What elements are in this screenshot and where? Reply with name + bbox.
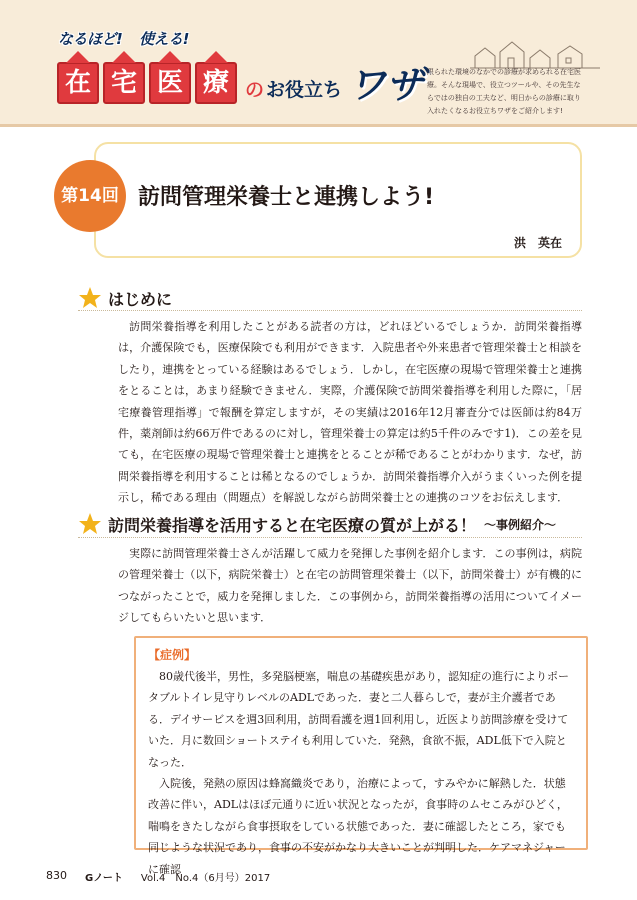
case-intro-text: 実際に訪問管理栄養士さんが活躍して威力を発揮した事例を紹介します．この事例は，病院の管理栄養士（以下，病院栄養士）と在宅の訪問管理栄養士（以下，訪問栄養士）が有機的につながったことで，威力を発揮しました．この事例から，訪問栄養指導の活用についてイメージしてもらいたいと思います． xyxy=(118,547,582,625)
title-middle: お役立ち xyxy=(266,79,343,101)
title-kanji-4: 療 xyxy=(195,62,237,104)
journal-name: Gノート xyxy=(85,873,123,884)
series-tagline xyxy=(58,28,189,49)
episode-number-badge: 第14回 xyxy=(54,160,126,232)
title-big: ワザ xyxy=(348,63,425,107)
intro-text: 訪問栄養指導を利用したことがある読者の方は，どれほどいるでしょうか．訪問栄養指導は，介護保険でも，医療保険でも利用ができます．入院患者や外来患者で管理栄養士と相談をしたり，連携をとっている経験はあるでしょう．しかし，在宅医療の現場で管理栄養士と連携をとることは，あまり経験できません．実際，介護保険で訪問栄養指導を利用した際に，「居宅療養管理指導」で報酬を算定しますが，その実績は2016年12月審査分では医師は約84万件，薬剤師は約66万件であるのに対し，管理栄養士の算定は約5千件のみです1)．この差を見ても，在宅医療の現場で管理栄養士と連携をとることが稀であることがわかります．なぜ，訪問栄養指導を利用することは稀となるのでしょうか．訪問栄養指導介入がうまくいった例を提示し，稀である理由（問題点）を解説しながら訪問栄養士との連携のコツをお伝えします． xyxy=(118,320,582,505)
series-description: 限られた環境のなかでの診療が求められる在宅医療。そんな現場で、役立つツールや、その先生ならではの独自の工夫など、明日からの診療に取り入れたくなるお役立ちワザをご紹介します! xyxy=(427,68,581,115)
section-divider xyxy=(78,310,582,312)
page-number: 830 xyxy=(46,869,67,882)
series-tagline-a: なるほど! xyxy=(58,30,123,48)
case-title: 【症例】 xyxy=(148,648,197,662)
title-kanji-1: 在 xyxy=(57,62,99,104)
case-paragraph: 80歳代後半，男性，多発脳梗塞，喘息の基礎疾患があり，認知症の進行によりポータブルトイレ見守りレベルのADLであった．妻と二人暮らしで，妻が主介護者である．デイサービスを週3回利用，訪問看護を週1回利用し，近医より訪問診療を受けていた．月に数回ショートステイも利用していた．発熱，食欲不振，ADL低下で入院となった． xyxy=(148,670,569,769)
header-divider xyxy=(0,124,637,127)
case-box xyxy=(134,636,588,876)
series-tagline-b: 使える! xyxy=(139,30,189,48)
journal-issue: Vol.4 No.4（6月号）2017 xyxy=(140,873,271,884)
section-heading-text: はじめに xyxy=(108,289,173,309)
section-subheading: ～事例紹介～ xyxy=(484,517,557,532)
star-icon xyxy=(78,286,102,310)
title-particle: の xyxy=(245,79,265,101)
episode-title: 訪問管理栄養士と連携しよう! xyxy=(138,185,435,210)
intro-paragraph xyxy=(118,316,582,509)
star-icon xyxy=(78,512,102,536)
case-paragraph: 入院後，発熱の原因は蜂窩織炎であり，治療によって，すみやかに解熱した．状態改善に伴い，ADLはほぼ元通りに近い状況となったが，食事時のムセこみがひどく，喘鳴をきたしながら食事摂取をしている状態であった．妻に確認したところ，家でも同じような状況であり，食事の不安がかなり大きいことが判明した．ケアマネジャーに確認 xyxy=(148,777,568,876)
case-intro-paragraph xyxy=(118,543,582,629)
section-heading-case-study xyxy=(78,512,556,536)
author-name: 洪 英在 xyxy=(514,236,563,250)
title-kanji-3: 医 xyxy=(149,62,191,104)
section-heading-text: 訪問栄養指導を活用すると在宅医療の質が上がる！ xyxy=(108,515,477,535)
page-footer xyxy=(46,869,270,884)
section-divider xyxy=(78,537,582,539)
case-text xyxy=(148,666,573,880)
title-kanji-2: 宅 xyxy=(103,62,145,104)
section-heading-intro xyxy=(78,286,172,310)
series-title xyxy=(57,62,425,107)
